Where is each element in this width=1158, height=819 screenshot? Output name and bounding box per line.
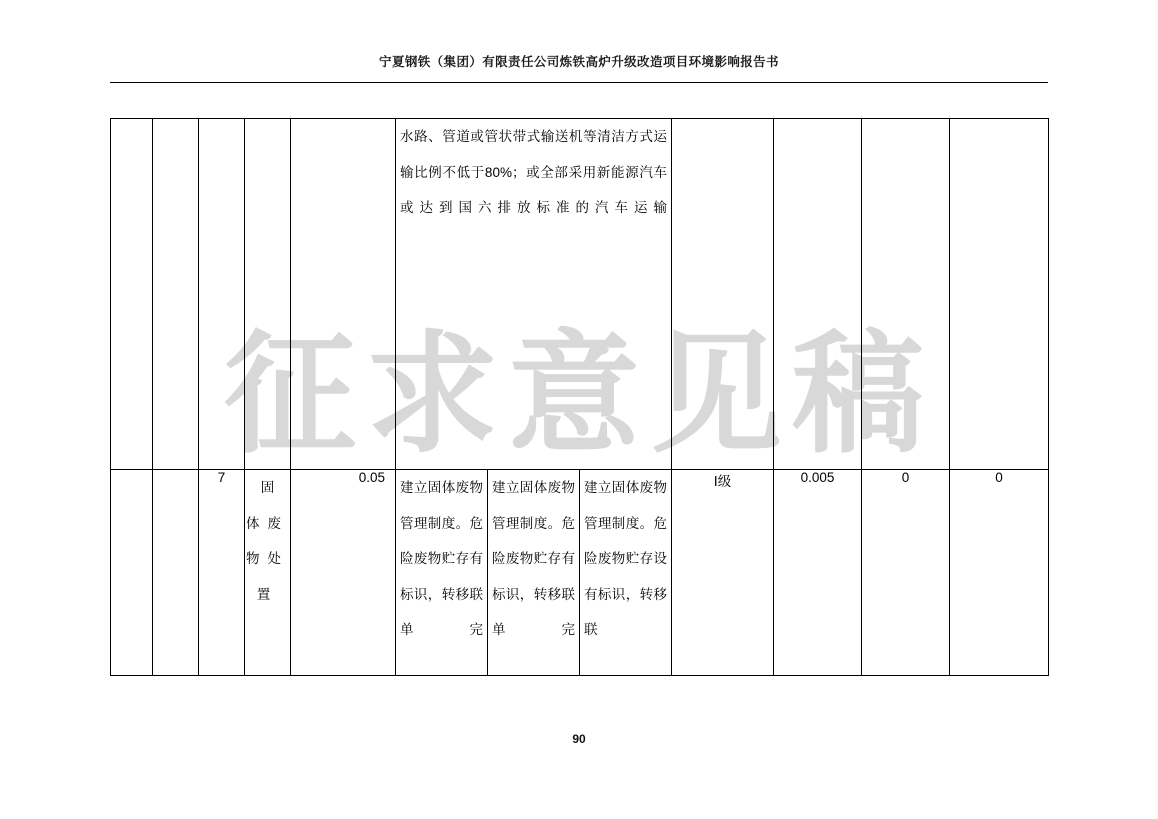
cell-score-blank (774, 119, 862, 470)
cell-index-no: 7 (199, 470, 245, 676)
header-divider (110, 82, 1048, 83)
cell-value1-blank (862, 119, 950, 470)
cell-index-name: 固体废物处置 (245, 470, 291, 676)
cell-weight: 0.05 (291, 470, 396, 676)
cell-seq-blank (111, 119, 153, 470)
data-table-wrapper (110, 118, 1048, 676)
cell-seq-blank-2 (111, 470, 153, 676)
cell-value-1: 0 (862, 470, 950, 676)
cell-level1-requirement: 建立固体废物管理制度。危险废物贮存有标识，转移联单完 (396, 470, 488, 676)
cell-grade-blank (672, 119, 774, 470)
cell-value2-blank (950, 119, 1049, 470)
page-header-title: 宁夏钢铁（集团）有限责任公司炼铁高炉升级改造项目环境影响报告书 (379, 55, 779, 69)
cell-index-no-blank (199, 119, 245, 470)
cell-weight-blank (291, 119, 396, 470)
page-number: 90 (572, 732, 586, 746)
cell-score: 0.005 (774, 470, 862, 676)
cell-grade: Ⅰ级 (672, 470, 774, 676)
table-row (111, 470, 1049, 676)
cell-category-blank (153, 119, 199, 470)
cell-transport-requirement: 水路、管道或管状带式输送机等清洁方式运输比例不低于80%；或全部采用新能源汽车或达到国六排放标准的汽车运输 (396, 119, 672, 470)
cell-level3-requirement: 建立固体废物管理制度。危险废物贮存设有标识，转移联 (580, 470, 672, 676)
cell-index-name-blank (245, 119, 291, 470)
cell-category-blank-2 (153, 470, 199, 676)
cell-value-2: 0 (950, 470, 1049, 676)
watermark-text: 征求意见稿 (224, 322, 934, 469)
cell-level2-requirement: 建立固体废物管理制度。危险废物贮存有标识，转移联单完 (488, 470, 580, 676)
table-row (111, 119, 1049, 470)
assessment-table (110, 118, 1049, 676)
